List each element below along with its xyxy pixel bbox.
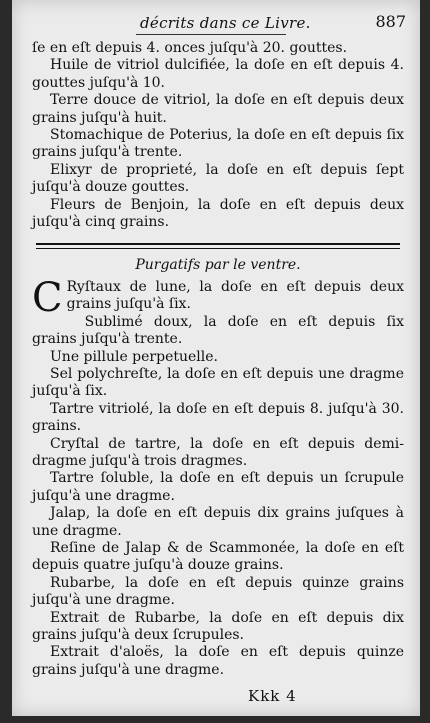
- paragraph: Jalap, la doſe en eſt depuis dix grains juſques à une dragme.: [32, 505, 404, 539]
- paragraph: Rubarbe, la doſe en eſt depuis quinze grains juſqu'à une dragme.: [32, 574, 404, 609]
- signature-mark: Kkk 4: [248, 687, 297, 705]
- book-page: [12, 0, 420, 716]
- running-title: décrits dans ce Livre.: [140, 14, 311, 32]
- page-text: [32, 40, 404, 679]
- running-head: [12, 6, 420, 30]
- section-heading: Purgatifs par le ventre.: [135, 257, 301, 274]
- section-divider: [36, 243, 400, 249]
- paragraph: Terre douce de vitriol, la doſe en eſt depuis deux grains juſqu'à huit.: [32, 92, 404, 126]
- paragraph-dropcap: [32, 274, 404, 321]
- paragraph: Extrait de Rubarbe, la doſe en eſt depuis dix grains juſqu'à deux ſcrupules.: [32, 609, 404, 643]
- paragraph: Stomachique de Poterius, la doſe en eſt depuis ſix grains juſqu'à trente.: [32, 127, 404, 161]
- paragraph-text: Ryſtaux de lune, la doſe en eſt depuis deux grains juſqu'à ſix.: [66, 278, 404, 313]
- paragraph: Tartre ſoluble, la doſe en eſt depuis un ſcrupule juſqu'à une dragme.: [32, 470, 404, 504]
- paragraph: Extrait d'aloës, la doſe en eſt depuis quinze grains juſqu'à une dragme.: [32, 644, 404, 678]
- paragraph: Huile de vitriol dulcifiée, la doſe en eſt depuis 4. gouttes juſqu'à 10.: [32, 57, 404, 91]
- drop-cap: C: [32, 274, 63, 321]
- paragraph: Reſine de Jalap & de Scammonée, la doſe en eſt depuis quatre juſqu'à douze grains.: [32, 539, 404, 574]
- paragraph: Sublimé doux, la doſe en eſt depuis ſix grains juſqu'à trente.: [32, 313, 404, 348]
- paragraph: ſe en eſt depuis 4. onces juſqu'à 20. gouttes.: [32, 40, 348, 56]
- paragraph: Fleurs de Benjoin, la doſe en eſt depuis deux juſqu'à cinq grains.: [32, 196, 404, 231]
- paragraph: Cryſtal de tartre, la doſe en eſt depuis demi-dragme juſqu'à trois dragmes.: [32, 435, 404, 469]
- paragraph: Une pillule perpetuelle.: [50, 348, 218, 365]
- paragraph: Tartre vitriolé, la doſe en eſt depuis 8. juſqu'à 30. grains.: [32, 400, 404, 435]
- paragraph: Elixyr de proprieté, la doſe en eſt depuis ſept juſqu'à douze gouttes.: [32, 161, 404, 196]
- paragraph: Sel polychreſte, la doſe en eſt depuis une dragme juſqu'à ſix.: [32, 365, 404, 400]
- page-number: 887: [375, 12, 406, 31]
- header-rule: [136, 34, 286, 35]
